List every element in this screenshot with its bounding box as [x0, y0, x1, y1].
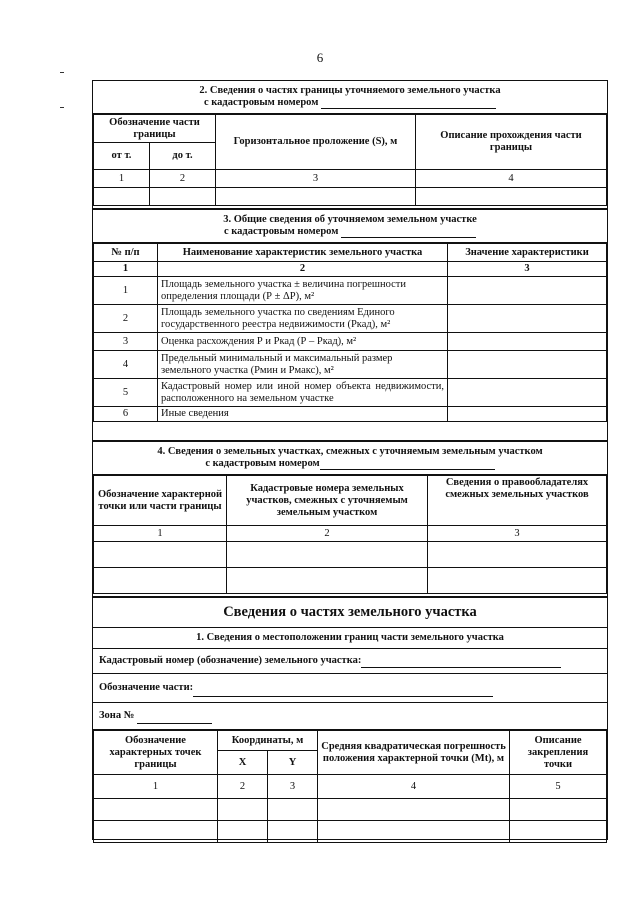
- row-number: 1: [94, 277, 158, 305]
- col-boundary-description: Описание прохождения части границы: [416, 115, 607, 170]
- section-2-title-line2: с кадастровым номером: [204, 97, 319, 108]
- characteristic-name: Кадастровый номер или иной номер объекта недвижимости, расположенного на земельном участке: [158, 379, 448, 407]
- cadastral-number-blank: [341, 237, 476, 238]
- section-4-title-line1: 4. Сведения о земельных участках, смежных с уточняемым земельным участком: [157, 446, 543, 457]
- col-position-error: Средняя квадратическая погрешность положения характерной точки (Mt), м: [318, 731, 510, 775]
- empty-cell: [218, 799, 268, 821]
- empty-cell: [150, 188, 216, 206]
- section-4: [92, 441, 608, 597]
- parts-table: [93, 730, 607, 843]
- column-number: 2: [218, 775, 268, 799]
- characteristic-name: Площадь земельного участка ± величина погрешности определения площади (Р ± ΔР), м²: [158, 277, 448, 305]
- part-designation-label: Обозначение части:: [99, 682, 194, 693]
- section-4-title-line2: с кадастровым номером: [205, 458, 320, 469]
- cadastral-number-field: [93, 649, 607, 674]
- row-number: 5: [94, 379, 158, 407]
- empty-cell: [94, 799, 218, 821]
- column-number: 1: [94, 170, 150, 188]
- section-2: [92, 80, 608, 209]
- column-number: 3: [448, 262, 607, 277]
- empty-cell: [94, 188, 150, 206]
- empty-cell: [216, 188, 416, 206]
- empty-cell: [94, 542, 227, 568]
- empty-cell: [318, 821, 510, 843]
- column-number: 3: [428, 526, 607, 542]
- row-number: 2: [94, 305, 158, 333]
- characteristic-name: Площадь земельного участка по сведениям Единого государственного реестра недвижимости (Ркад), м²: [158, 305, 448, 333]
- col-coordinates: Координаты, м: [218, 731, 318, 751]
- parts-section: [92, 597, 608, 840]
- characteristic-value: [448, 277, 607, 305]
- part-designation-blank: [193, 696, 493, 697]
- column-number: 1: [94, 775, 218, 799]
- column-number: 1: [94, 526, 227, 542]
- cadastral-number-blank: [320, 469, 495, 470]
- row-number: 4: [94, 351, 158, 379]
- col-adjacent-cadastral-numbers: Кадастровые номера земельных участков, смежных с уточняемым земельным участком: [227, 476, 428, 526]
- column-number: 4: [318, 775, 510, 799]
- col-x: X: [218, 751, 268, 775]
- characteristic-value: [448, 351, 607, 379]
- empty-cell: [94, 568, 227, 594]
- column-number: 3: [268, 775, 318, 799]
- col-rightholders: Сведения о правообладателях смежных земельных участков: [428, 476, 607, 526]
- col-from-point: от т.: [94, 143, 150, 170]
- section-3-title-line1: 3. Общие сведения об уточняемом земельном участке: [223, 214, 477, 225]
- col-part-designation: Обозначение части границы: [94, 115, 216, 143]
- zone-label: Зона №: [99, 710, 135, 721]
- section-2-title-line1: 2. Сведения о частях границы уточняемого земельного участка: [199, 85, 501, 96]
- empty-cell: [318, 799, 510, 821]
- empty-cell: [218, 821, 268, 843]
- zone-blank: [137, 723, 212, 724]
- section-2-title: [93, 81, 607, 114]
- section-4-title: [93, 442, 607, 475]
- col-to-point: до т.: [150, 143, 216, 170]
- empty-cell: [510, 821, 607, 843]
- cadastral-number-label: Кадастровый номер (обозначение) земельного участка:: [99, 655, 362, 666]
- characteristic-name: Оценка расхождения Р и Ркад (Р – Ркад), м²: [158, 333, 448, 351]
- characteristic-name: Иные сведения: [158, 407, 448, 422]
- empty-cell: [94, 821, 218, 843]
- row-number: 6: [94, 407, 158, 422]
- col-point-fixing: Описание закрепления точки: [510, 731, 607, 775]
- col-number: № п/п: [94, 244, 158, 262]
- empty-cell: [268, 799, 318, 821]
- characteristic-name: Предельный минимальный и максимальный размер земельного участка (Рмин и Рмакс), м²: [158, 351, 448, 379]
- characteristic-value: [448, 305, 607, 333]
- parts-subtitle: 1. Сведения о местоположении границ части земельного участка: [93, 628, 607, 649]
- col-point-designation: Обозначение характерной точки или части границы: [94, 476, 227, 526]
- section-3-title: [93, 210, 607, 243]
- margin-mark: [60, 107, 64, 108]
- column-number: 3: [216, 170, 416, 188]
- characteristic-value: [448, 379, 607, 407]
- empty-cell: [268, 821, 318, 843]
- col-boundary-points: Обозначение характерных точек границы: [94, 731, 218, 775]
- empty-cell: [428, 542, 607, 568]
- col-characteristic-value: Значение характеристики: [448, 244, 607, 262]
- empty-cell: [510, 799, 607, 821]
- cadastral-number-blank: [361, 667, 561, 668]
- part-designation-field: [93, 674, 607, 703]
- column-number: 1: [94, 262, 158, 277]
- characteristic-value: [448, 407, 607, 422]
- section-2-table: [93, 114, 607, 206]
- empty-cell: [428, 568, 607, 594]
- page-number: 6: [316, 50, 324, 65]
- parts-title: Сведения о частях земельного участка: [93, 598, 607, 628]
- empty-cell: [416, 188, 607, 206]
- column-number: 5: [510, 775, 607, 799]
- empty-cell: [227, 542, 428, 568]
- column-number: 2: [150, 170, 216, 188]
- section-3: [92, 209, 608, 441]
- cadastral-number-blank: [321, 108, 496, 109]
- zone-field: [93, 703, 607, 730]
- characteristic-value: [448, 333, 607, 351]
- col-horizontal-distance: Горизонтальное проложение (S), м: [216, 115, 416, 170]
- row-number: 3: [94, 333, 158, 351]
- section-3-table: [93, 243, 607, 422]
- column-number: 2: [158, 262, 448, 277]
- section-4-table: [93, 475, 607, 594]
- column-number: 4: [416, 170, 607, 188]
- col-characteristic-name: Наименование характеристик земельного участка: [158, 244, 448, 262]
- empty-cell: [227, 568, 428, 594]
- column-number: 2: [227, 526, 428, 542]
- margin-mark: [60, 72, 64, 73]
- section-3-title-line2: с кадастровым номером: [224, 226, 339, 237]
- col-y: Y: [268, 751, 318, 775]
